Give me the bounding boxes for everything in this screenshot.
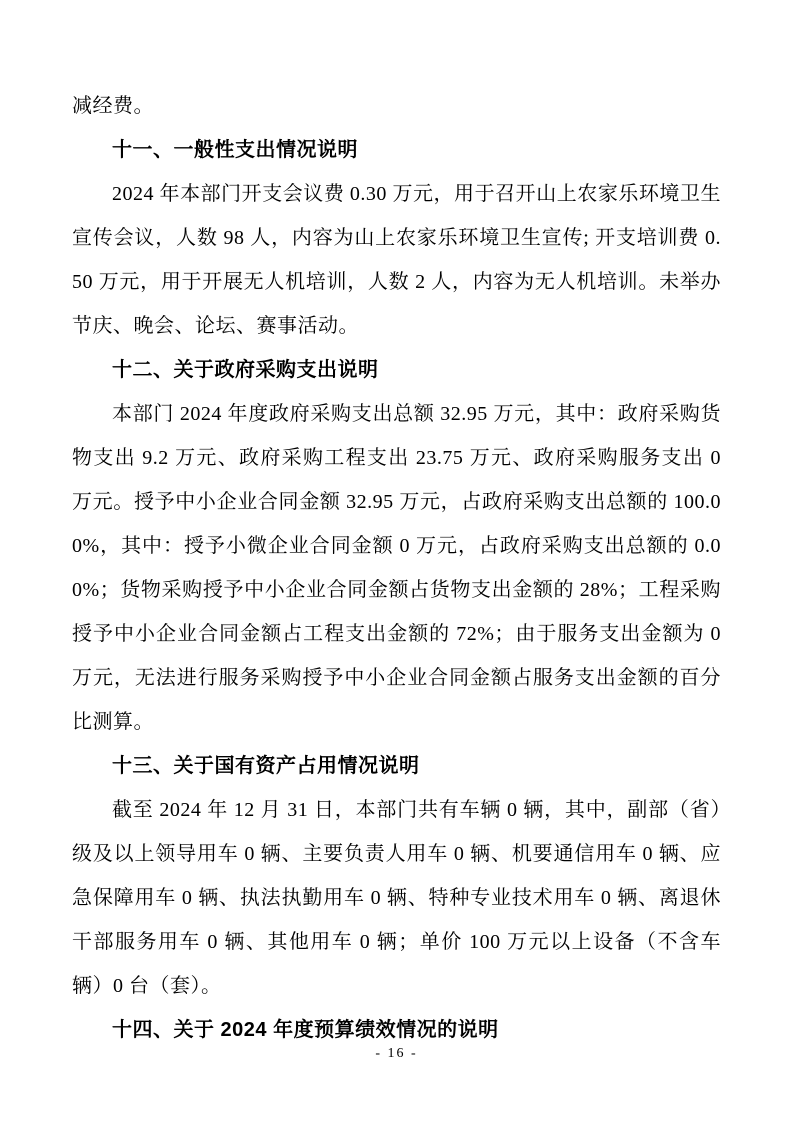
page-number: - 16 -: [375, 1046, 418, 1061]
continued-paragraph: 减经费。: [72, 95, 154, 117]
paragraph-section-11: 2024 年本部门开支会议费 0.30 万元，用于召开山上农家乐环境卫生宣传会议，人数 98 人，内容为山上农家乐环境卫生宣传; 开支培训费 0.50 万元，用于开展无人机培训，人数 2 人，内容为无人机培训。未举办节庆、晚会、论坛、赛事活动。: [72, 183, 721, 337]
heading-section-12: 十二、关于政府采购支出说明: [112, 359, 379, 381]
document-body: [72, 84, 721, 1052]
heading-section-11: 十一、一般性支出情况说明: [112, 139, 358, 161]
paragraph-section-13: 截至 2024 年 12 月 31 日，本部门共有车辆 0 辆，其中，副部（省）级及以上领导用车 0 辆、主要负责人用车 0 辆、机要通信用车 0 辆、应急保障用车 0 辆、执法执勤用车 0 辆、特种专业技术用车 0 辆、离退休干部服务用车 0 辆、其他用车 0 辆；单价 100 万元以上设备（不含车辆）0 台（套）。: [72, 799, 721, 997]
paragraph-section-12: 本部门 2024 年度政府采购支出总额 32.95 万元，其中：政府采购货物支出 9.2 万元、政府采购工程支出 23.75 万元、政府采购服务支出 0 万元。授予中小企业合同金额 32.95 万元，占政府采购支出总额的 100.00%，其中：授予小微企业合同金额 0 万元，占政府采购支出总额的 0.00%；货物采购授予中小企业合同金额占货物支出金额的 28%；工程采购授予中小企业合同金额占工程支出金额的 72%；由于服务支出金额为 0 万元，无法进行服务采购授予中小企业合同金额占服务支出金额的百分比测算。: [72, 403, 721, 733]
heading-section-14: 十四、关于 2024 年度预算绩效情况的说明: [112, 1019, 499, 1041]
heading-section-13: 十三、关于国有资产占用情况说明: [112, 755, 420, 777]
